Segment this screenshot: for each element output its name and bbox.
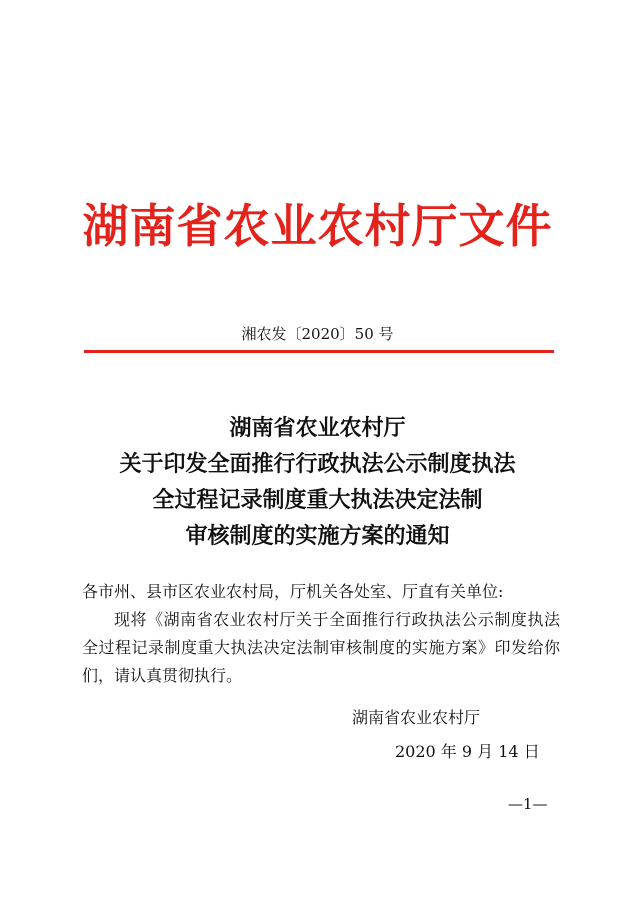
document-masthead: 湖南省农业农村厅文件 <box>82 199 553 253</box>
signature-organization: 湖南省农业农村厅 <box>352 708 481 727</box>
title-line: 关于印发全面推行行政执法公示制度执法 <box>119 451 516 477</box>
body-paragraph: 现将《湖南省农业农村厅关于全面推行行政执法公示制度执法全过程记录制度重大执法决定法制审核制度的实施方案》印发给你们，请认真贯彻执行。 <box>82 610 560 685</box>
signature-date: 2020 年 9 月 14 日 <box>395 742 540 761</box>
red-separator-line <box>84 350 554 353</box>
title-line: 湖南省农业农村厅 <box>229 415 406 441</box>
title-line: 全过程记录制度重大执法决定法制 <box>152 487 483 513</box>
page-number: —1— <box>508 795 548 813</box>
title-line: 审核制度的实施方案的通知 <box>185 523 450 549</box>
document-number: 湘农发〔2020〕50 号 <box>241 325 394 343</box>
salutation: 各市州、县市区农业农村局，厅机关各处室、厅直有关单位: <box>82 582 504 601</box>
document-body <box>82 578 560 690</box>
document-title <box>0 410 635 554</box>
